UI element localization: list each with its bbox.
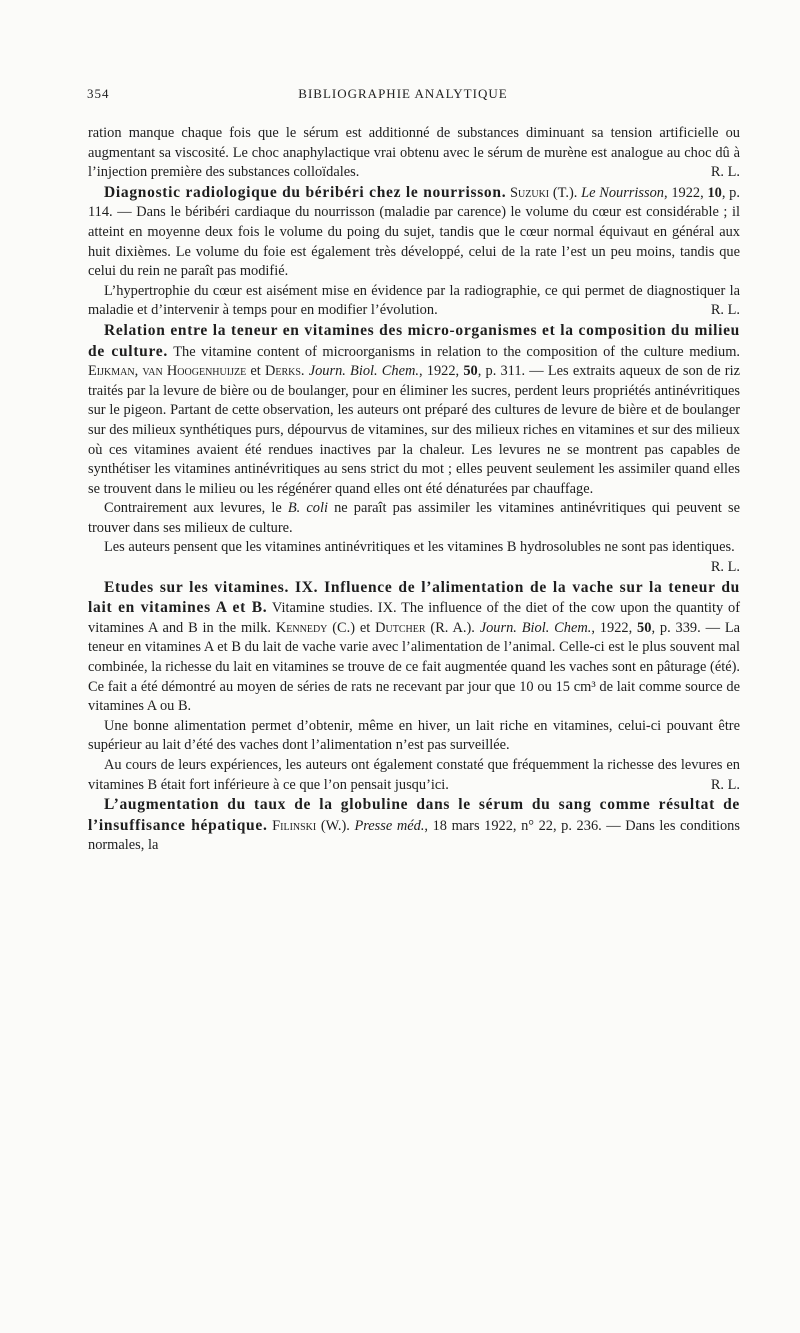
author-separator: et bbox=[246, 363, 265, 380]
article-signature: R. L. bbox=[710, 559, 740, 576]
article-beriberi bbox=[88, 183, 740, 282]
page-header bbox=[87, 86, 719, 106]
article-globuline bbox=[88, 795, 740, 856]
journal-name: Le Nourrisson bbox=[581, 184, 664, 201]
paragraph-text: Contrairement aux levures, le bbox=[104, 500, 288, 517]
citation-volume: 50 bbox=[637, 619, 652, 636]
running-title: BIBLIOGRAPHIE ANALYTIQUE bbox=[298, 86, 508, 101]
article-abstract: La teneur en vitamines A et B du lait de vache varie avec l’alimentation de l’animal. Celle-ci est le plus souvent mal combinée, la richesse du lait en vitamines se trouve de ce fait augmentée quand les vaches sont en pâturage (été). Ce fait a été démontré au moyen de séries de rats ne recevant par jour que 10 ou 15 cm³ de lait comme source de vitamines A ou B. bbox=[88, 619, 741, 715]
species-name: B. coli bbox=[287, 500, 328, 517]
intro-text: ration manque chaque fois que le sérum est additionné de substances diminuant sa tension artificielle ou augmentant sa viscosité. Le choc anaphylactique vrai obtenu avec le sérum de murène est analogue au choc dû à l’injection première des substances colloïdales. bbox=[88, 125, 740, 181]
article-paragraph bbox=[88, 717, 740, 756]
article-title: L’augmentation du taux de la globuline dans le sérum du sang comme résultat de l’insuffisance hépatique. bbox=[88, 796, 740, 834]
intro-signature: R. L. bbox=[710, 164, 740, 181]
article-abstract: Dans les conditions normales, la bbox=[88, 817, 740, 854]
author-initial: (T.). bbox=[549, 184, 582, 201]
author-initial: (W.). bbox=[316, 817, 355, 834]
citation-volume: 50 bbox=[463, 363, 478, 380]
author-separator: . bbox=[300, 363, 309, 380]
paragraph-text: ne paraît pas assimiler les vitamines antinévritiques qui peuvent se trouver dans ses milieux de culture. bbox=[88, 500, 740, 536]
article-abstract: Les extraits aqueux de son de riz traités par la levure de bière ou de boulanger, pour en éliminer les sucres, perdent leurs propriétés antinévritiques sur le pigeon. Partant de cette observation, les auteurs ont préparé des cultures de levure de bière et de boulanger sur des milieux synthétiques purs, dépourvus de vitamines, sur des milieux riches en vitamines et sur des milieux où ces vitamines avaient été rendues inactives par la chaleur. Les levures ne se montrent pas capables de synthétiser les vitamines antinévritiques au sens strict du mot ; elles peuvent seulement les assimiler quand elles se trouvent dans le milieu ou les régénérer quand elles ont été dénaturées par chauffage. bbox=[88, 363, 740, 497]
intro-paragraph bbox=[88, 124, 740, 183]
article-abstract: Dans le béribéri cardiaque du nourrisson (maladie par carence) le volume du cœur est considérable ; il atteint en moyenne deux fois le volume du poing du sujet, tandis que le cœur normal équivaut en général aux huit dixièmes. Le volume du foie est également très développé, celui de la rate l’est un peu moins, tandis que celui du rein ne paraît pas modifié. bbox=[88, 204, 740, 280]
article-title: Relation entre la teneur en vitamines des micro-organismes et la composition du milieu de culture. bbox=[88, 321, 740, 360]
citation-pages: , p. 114. — bbox=[88, 184, 740, 221]
article-author: Derks bbox=[264, 363, 301, 380]
citation-year: , 1922, bbox=[591, 619, 638, 636]
article-lait-vitamines bbox=[88, 578, 740, 717]
journal-name: Journ. Biol. Chem. bbox=[479, 619, 592, 636]
article-signature: R. L. bbox=[710, 776, 740, 793]
author-initial: (C.) et bbox=[327, 619, 376, 636]
article-title: Etudes sur les vitamines. IX. Influence de l’alimentation de la vache sur la teneur du lait en vitamines A et B. bbox=[88, 578, 740, 617]
article-author: Filinski bbox=[272, 817, 317, 834]
citation-pages: , p. 311. — bbox=[477, 363, 548, 380]
english-title: Vitamine studies. IX. The influence of the diet of the cow upon the quantity of vitamines A and B in the milk. bbox=[88, 600, 740, 636]
paragraph-text: Les auteurs pensent que les vitamines antinévritiques et les vitamines B hydrosolubles ne sont pas identiques. bbox=[104, 539, 735, 556]
author-initial: (R. A.). bbox=[425, 619, 480, 636]
paragraph-text: Au cours de leurs expériences, les auteurs ont également constaté que fréquemment la richesse des levures en vitamines B était fort inférieure à ce que l’on pensait jusqu’ici. bbox=[88, 757, 740, 793]
paragraph-text: L’hypertrophie du cœur est aisément mise en évidence par la radiographie, ce qui permet de diagnostiquer la maladie et d’intervenir à temps pour en modifier l’évolution. bbox=[88, 282, 740, 319]
english-title: The vitamine content of microorganisms in relation to the composition of the culture medium. bbox=[167, 343, 740, 360]
citation-date: , 18 mars 1922, n° 22, p. 236. — bbox=[424, 817, 626, 834]
article-author: Suzuki bbox=[510, 184, 550, 201]
article-author: Dutcher bbox=[375, 619, 426, 636]
article-vitamines-microorganismes bbox=[88, 321, 740, 499]
article-paragraph bbox=[88, 756, 740, 795]
page-body bbox=[88, 124, 740, 856]
citation-year: , 1922, bbox=[418, 363, 464, 380]
journal-name: Journ. Biol. Chem. bbox=[308, 363, 419, 380]
article-author: Kennedy bbox=[275, 619, 328, 636]
article-title: Diagnostic radiologique du béribéri chez le nourrisson. bbox=[104, 183, 507, 201]
article-signature: R. L. bbox=[710, 302, 740, 319]
journal-name: Presse méd. bbox=[354, 817, 425, 834]
article-author: , van Hoogenhuijze bbox=[134, 363, 247, 380]
citation-pages: , p. 339. — bbox=[651, 619, 725, 636]
citation-year: , 1922, bbox=[664, 184, 708, 201]
article-paragraph bbox=[88, 499, 740, 538]
paragraph-text: Une bonne alimentation permet d’obtenir, même en hiver, un lait riche en vitamines, celui-ci pouvant être supérieur au lait d’été des vaches dont l’alimentation n’est pas surveillée. bbox=[88, 717, 740, 754]
article-paragraph bbox=[88, 282, 740, 321]
page-number: 354 bbox=[87, 86, 110, 101]
citation-volume: 10 bbox=[707, 184, 722, 201]
article-paragraph bbox=[88, 538, 740, 576]
article-author: Eijkman bbox=[88, 363, 135, 380]
